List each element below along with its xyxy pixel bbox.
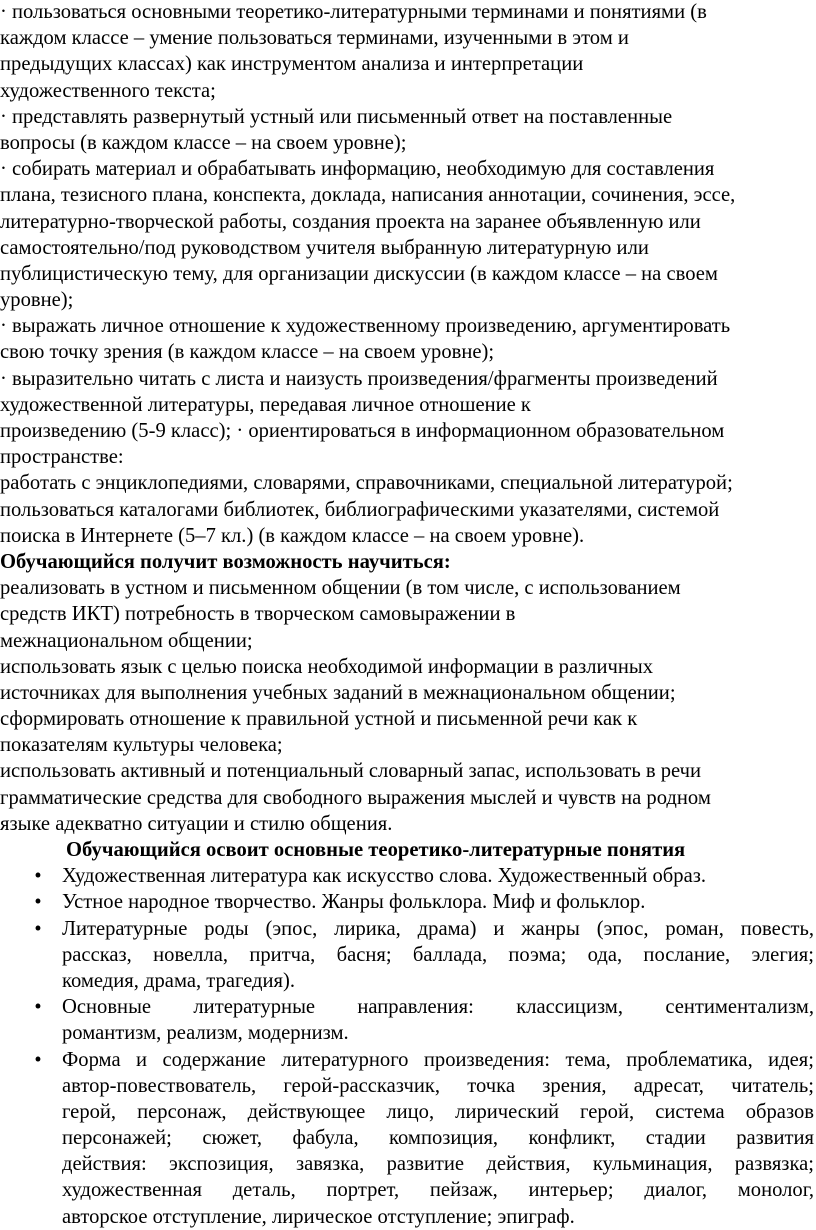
list-item-line: действия: экспозиция, завязка, развитие действия, кульминация, развязка; bbox=[62, 1153, 814, 1176]
text-line: произведению (5-9 класс); · ориентироваться в информационном образовательном bbox=[0, 420, 725, 442]
bullet-icon: • bbox=[34, 996, 42, 1019]
list-item bbox=[0, 1047, 812, 1230]
list-item-line: авторское отступление, лирическое отступление; эпиграф. bbox=[62, 1205, 575, 1228]
list-item-line: Художественная литература как искусство слова. Художественный образ. bbox=[62, 865, 707, 888]
text-line: межнациональном общении; bbox=[0, 629, 253, 652]
bullet-icon: • bbox=[34, 1048, 42, 1071]
list-item-line: Форма и содержание литературного произведения: тема, проблематика, идея; bbox=[62, 1048, 814, 1071]
list-item bbox=[0, 916, 812, 995]
list-item bbox=[0, 863, 812, 889]
list-item bbox=[0, 994, 812, 1046]
text-line: · выразительно читать с листа и наизусть произведения/фрагменты произведений bbox=[0, 367, 718, 390]
text-line: грамматические средства для свободного выражения мыслей и чувств на родном bbox=[0, 786, 711, 809]
text-line: литературно-творческой работы, создания проекта на заранее объявленную или bbox=[0, 210, 701, 233]
text-line: художественного текста; bbox=[0, 79, 216, 102]
text-line: · собирать материал и обрабатывать информацию, необходимую для составления bbox=[0, 158, 715, 181]
text-line: использовать активный и потенциальный словарный запас, использовать в речи bbox=[0, 760, 702, 783]
text-line: · выражать личное отношение к художественному произведению, аргументировать bbox=[0, 315, 731, 338]
text-line: самостоятельно/под руководством учителя выбранную литературную или bbox=[0, 236, 649, 259]
text-line: пространстве: bbox=[0, 446, 124, 469]
text-line: сформировать отношение к правильной устной и письменной речи как к bbox=[0, 708, 638, 731]
concepts-heading: Обучающийся освоит основные теоретико-литературные понятия bbox=[66, 839, 686, 861]
text-line: · представлять развернутый устный или письменный ответ на поставленные bbox=[0, 105, 673, 128]
text-line: средств ИКТ) потребность в творческом самовыражении в bbox=[0, 603, 516, 626]
list-item bbox=[0, 889, 812, 915]
bullet-icon: • bbox=[34, 865, 42, 888]
text-line: каждом классе – умение пользоваться терминами, изученными в этом и bbox=[0, 27, 629, 50]
text-line: плана, тезисного плана, конспекта, доклада, написания аннотации, сочинения, эссе, bbox=[0, 184, 736, 207]
text-line: языке адекватно ситуации и стилю общения. bbox=[0, 812, 393, 835]
bullet-icon: • bbox=[34, 917, 42, 940]
list-item-line: художественная деталь, портрет, пейзаж, интерьер; диалог, монолог, bbox=[62, 1179, 814, 1202]
list-item-line: автор-повествователь, герой-рассказчик, точка зрения, адресат, читатель; bbox=[62, 1074, 814, 1097]
bullet-icon: • bbox=[34, 891, 42, 914]
text-line: работать с энциклопедиями, словарями, справочниками, специальной литературой; bbox=[0, 472, 733, 495]
text-line: · пользоваться основными теоретико-литературными терминами и понятиями (в bbox=[0, 1, 707, 23]
text-line: свою точку зрения (в каждом классе – на своем уровне); bbox=[0, 341, 495, 364]
list-item-line: комедия, драма, трагедия). bbox=[62, 969, 295, 992]
text-line: пользоваться каталогами библиотек, библиографическими указателями, системой bbox=[0, 498, 720, 521]
list-item-line: романтизм, реализм, модернизм. bbox=[62, 1022, 349, 1045]
text-line: публицистическую тему, для организации дискуссии (в каждом классе – на своем bbox=[0, 262, 718, 285]
text-line: реализовать в устном и письменном общении (в том числе, с использованием bbox=[0, 577, 681, 600]
opportunity-heading: Обучающийся получит возможность научиться: bbox=[0, 550, 451, 573]
list-item-line: Основные литературные направления: классицизм, сентиментализм, bbox=[62, 996, 814, 1019]
list-item-line: рассказ, новелла, притча, басня; баллада, поэма; ода, послание, элегия; bbox=[62, 943, 814, 966]
text-line: вопросы (в каждом классе – на своем уровне); bbox=[0, 131, 407, 154]
text-line: источниках для выполнения учебных заданий в межнациональном общении; bbox=[0, 681, 676, 704]
list-item-line: герой, персонаж, действующее лицо, лирический герой, система образов bbox=[62, 1100, 814, 1123]
text-line: поиска в Интернете (5–7 кл.) (в каждом классе – на своем уровне). bbox=[0, 524, 585, 547]
opportunity-paragraph bbox=[0, 575, 816, 837]
list-item-line: персонажей; сюжет, фабула, композиция, конфликт, стадии развития bbox=[62, 1127, 814, 1150]
list-item-line: Литературные роды (эпос, лирика, драма) и жанры (эпос, роман, повесть, bbox=[62, 917, 814, 940]
text-line: показателям культуры человека; bbox=[0, 734, 283, 757]
text-line: художественной литературы, передавая личное отношение к bbox=[0, 393, 531, 416]
concepts-list bbox=[0, 863, 816, 1230]
text-line: уровне); bbox=[0, 289, 74, 312]
skills-paragraph bbox=[0, 0, 816, 549]
list-item-line: Устное народное творчество. Жанры фольклора. Миф и фольклор. bbox=[62, 891, 646, 914]
text-line: использовать язык с целью поиска необходимой информации в различных bbox=[0, 655, 654, 678]
text-line: предыдущих классах) как инструментом анализа и интерпретации bbox=[0, 53, 584, 76]
